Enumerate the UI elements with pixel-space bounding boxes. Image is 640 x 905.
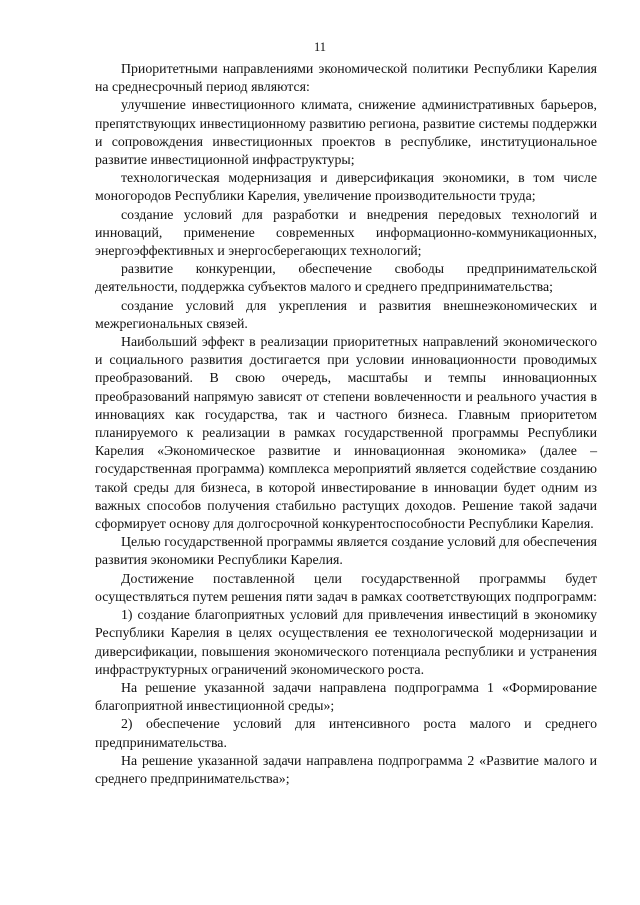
paragraph: улучшение инвестиционного климата, снижение административных барьеров, препятствующих инвестиционному развитию региона, развитие системы поддержки и сопровождения инвестиционных проектов в республике, институциональное развитие инвестиционной инфраструктуры; — [95, 97, 597, 168]
paragraph: создание условий для разработки и внедрения передовых технологий и инноваций, применение современных информационно-коммуникационных, энергоэффективных и энергосберегающих технологий; — [95, 206, 597, 259]
body-text — [95, 60, 597, 788]
paragraph: На решение указанной задачи направлена подпрограмма 2 «Развитие малого и среднего предпринимательства»; — [95, 752, 597, 786]
paragraph: На решение указанной задачи направлена подпрограмма 1 «Формирование благоприятной инвестиционной среды»; — [95, 679, 597, 714]
paragraph: Достижение поставленной цели государственной программы будет осуществляться путем решения пяти задач в рамках соответствующих подпрограмм: — [95, 570, 597, 604]
paragraph: Приоритетными направлениями экономической политики Республики Карелия на среднесрочный период являются: — [95, 61, 597, 95]
paragraph: технологическая модернизация и диверсификация экономики, в том числе моногородов Республики Карелия, увеличение производительности труда; — [95, 170, 597, 204]
page-number: 11 — [313, 40, 327, 54]
paragraph: создание условий для укрепления и развития внешнеэкономических и межрегиональных связей. — [95, 297, 597, 331]
paragraph: развитие конкуренции, обеспечение свободы предпринимательской деятельности, поддержка субъектов малого и среднего предпринимательства; — [95, 261, 597, 295]
paragraph: Целью государственной программы является создание условий для обеспечения развития экономики Республики Карелия. — [95, 534, 597, 568]
paragraph: 1) создание благоприятных условий для привлечения инвестиций в экономику Республики Карелия в целях осуществления ее технологической модернизации и диверсификации, повышения экономического потенциала республики и устранения инфраструктурных ограничений экономического роста. — [95, 607, 597, 677]
paragraph: Наибольший эффект в реализации приоритетных направлений экономического и социального развития достигается при условии инновационности проводимых преобразований. В свою очередь, масштабы и темпы инновационных преобразований напрямую зависят от степени вовлеченности и реального участия в инновациях как государства, так и частного бизнеса. Главным приоритетом планируемого к реализации в рамках государственной программы Республики Карелия «Экономическое развитие и инновационная экономика» (далее – государственная программа) комплекса мероприятий является содействие созданию такой среды для бизнеса, в которой инвестирование в инновации будет одним из важных способов получения стабильно растущих доходов. Решение такой задачи сформирует основу для долгосрочной конкурентоспособности Республики Карелия. — [95, 334, 597, 532]
paragraph: 2) обеспечение условий для интенсивного роста малого и среднего предпринимательства. — [95, 716, 597, 750]
